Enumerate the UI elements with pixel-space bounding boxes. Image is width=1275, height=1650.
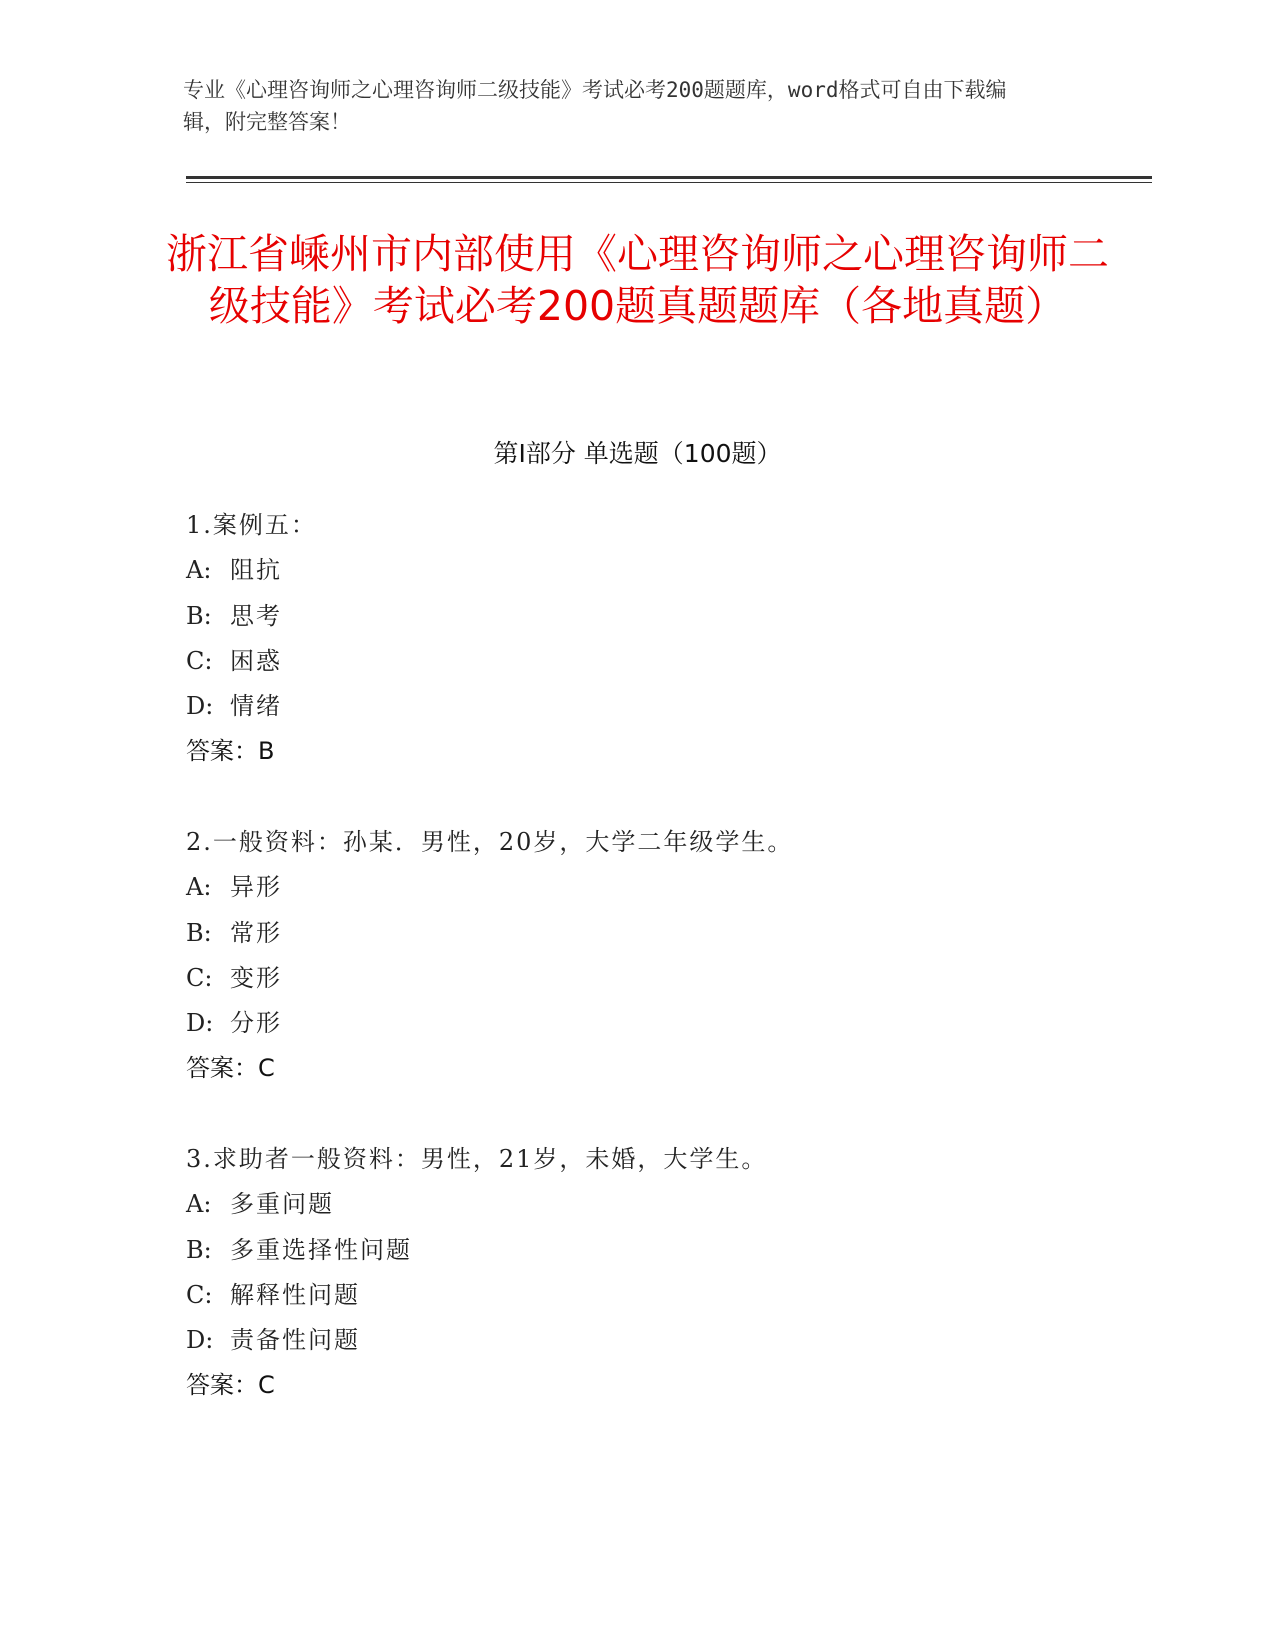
option-c	[186, 1273, 1086, 1318]
option-letter: C:	[186, 646, 213, 675]
option-letter: C:	[186, 963, 213, 992]
option-text: 责备性问题	[230, 1326, 360, 1355]
option-text: 解释性问题	[230, 1280, 360, 1309]
option-letter: A:	[186, 556, 212, 585]
section-title: 第Ⅰ部分 单选题（100题）	[493, 439, 782, 468]
option-text: 多重选择性问题	[230, 1235, 412, 1264]
answer-line: 答案：C	[186, 1371, 275, 1400]
option-c	[186, 956, 1086, 1001]
option-text: 情绪	[230, 692, 282, 721]
option-text: 变形	[230, 963, 282, 992]
answer-line: 答案：B	[186, 737, 275, 766]
option-letter: D:	[186, 1326, 214, 1355]
option-d	[186, 684, 1086, 729]
option-letter: B:	[186, 1235, 212, 1264]
option-letter: D:	[186, 1009, 214, 1038]
question-3	[186, 1137, 1086, 1409]
option-a	[186, 865, 1086, 910]
header-note: 专业《心理咨询师之心理咨询师二级技能》考试必考200题题库，word格式可自由下载编辑，附完整答案！	[183, 78, 1007, 134]
option-a	[186, 548, 1086, 593]
option-text: 困惑	[230, 646, 282, 675]
question-stem: 1.案例五：	[186, 511, 317, 539]
question-stem: 3.求助者一般资料：男性，21岁，未婚，大学生。	[186, 1145, 768, 1173]
document-title: 浙江省嵊州市内部使用《心理咨询师之心理咨询师二级技能》考试必考200题真题题库（各地真题）	[166, 230, 1109, 330]
question-stem: 2.一般资料：孙某．男性，20岁，大学二年级学生。	[186, 828, 794, 856]
header-rule-thick	[186, 176, 1152, 179]
question-1	[186, 503, 1086, 775]
option-letter: A:	[186, 873, 212, 902]
option-letter: B:	[186, 601, 212, 630]
header-rule-thin	[186, 182, 1152, 183]
option-text: 常形	[230, 918, 282, 947]
option-letter: A:	[186, 1190, 212, 1219]
option-a	[186, 1182, 1086, 1227]
option-text: 异形	[230, 873, 282, 902]
option-text: 多重问题	[230, 1190, 334, 1219]
option-letter: B:	[186, 918, 212, 947]
option-c	[186, 639, 1086, 684]
option-text: 思考	[230, 601, 282, 630]
option-letter: C:	[186, 1280, 213, 1309]
option-b	[186, 1228, 1086, 1273]
option-b	[186, 911, 1086, 956]
option-letter: D:	[186, 692, 214, 721]
option-text: 阻抗	[230, 556, 282, 585]
option-text: 分形	[230, 1009, 282, 1038]
answer-line: 答案：C	[186, 1054, 275, 1083]
option-d	[186, 1318, 1086, 1363]
option-b	[186, 594, 1086, 639]
option-d	[186, 1001, 1086, 1046]
question-2	[186, 820, 1086, 1092]
